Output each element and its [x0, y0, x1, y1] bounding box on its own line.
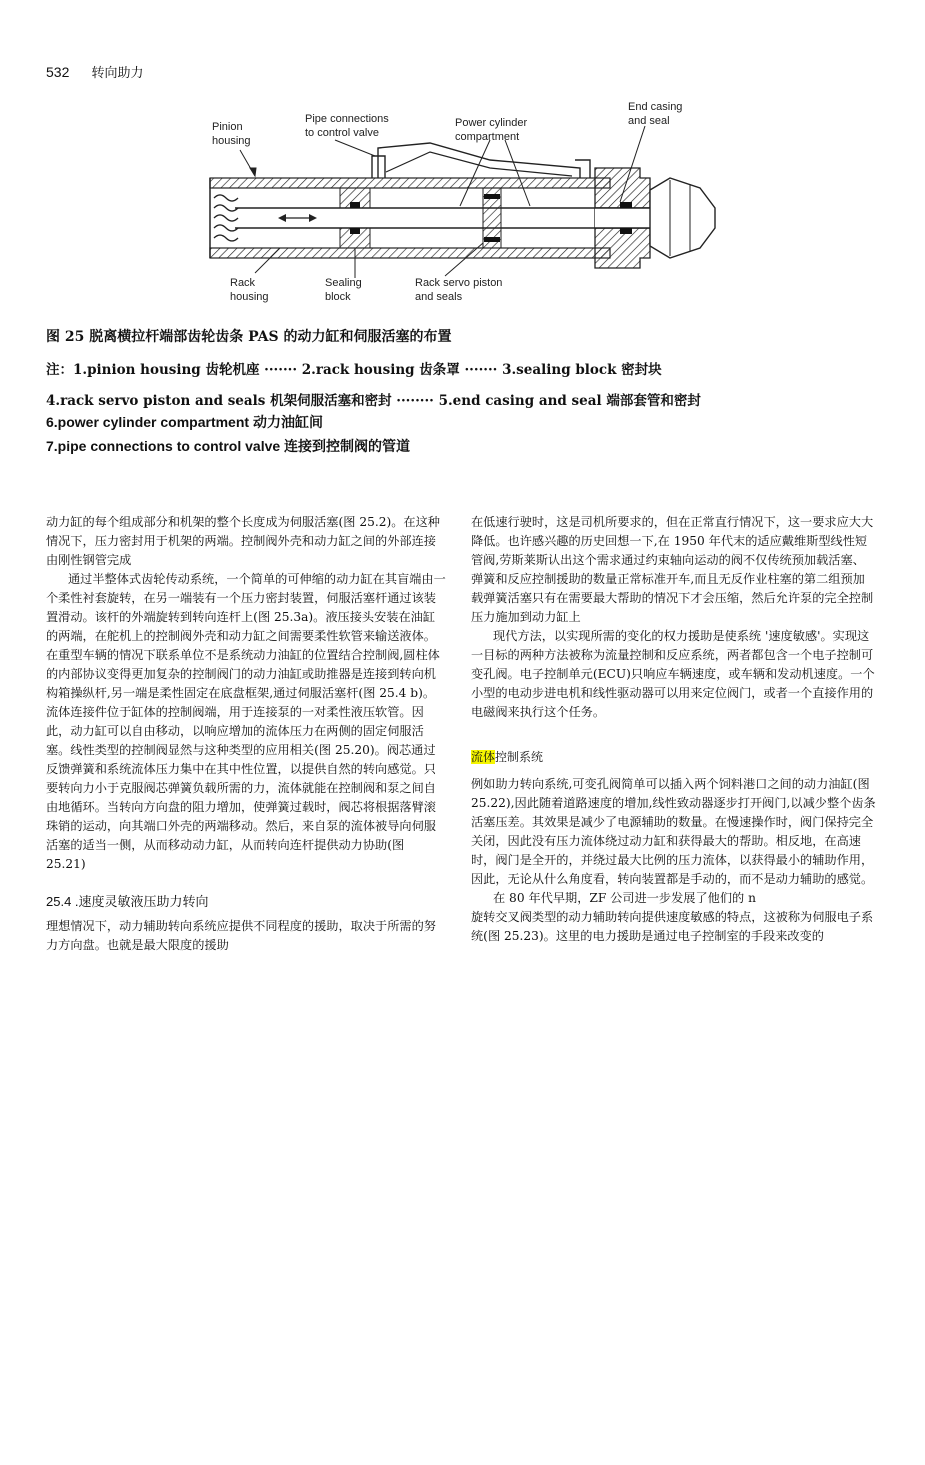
- label-pinion-housing-1: Pinion: [212, 121, 243, 133]
- label-rack-servo-2: and seals: [415, 291, 463, 303]
- label-rack-housing-1: Rack: [230, 277, 256, 289]
- figure-caption: 图 25 脱离横拉杆端部齿轮齿条 PAS 的动力缸和伺服活塞的布置: [46, 329, 452, 345]
- label-rack-servo-1: Rack servo piston: [415, 277, 503, 289]
- figure-note-line-4: 7.pipe connections to control valve 连接到控制阀的管道: [46, 438, 411, 454]
- left-paragraph-2: 通过半整体式齿轮传动系统，一个简单的可伸缩的动力缸在其盲端由一个柔性衬套旋转，在另一端装有一个压力密封装置，伺服活塞杆通过该装置滑动。该杆的外端旋转到转向连杆上(图 25.3a)。液压接头安装在油缸的两端，在舵机上的控制阀外壳和动力缸之间需要柔性软管来输送液体。: [46, 572, 446, 643]
- running-header: [46, 62, 144, 81]
- label-power-cylinder-1: Power cylinder: [455, 117, 528, 129]
- subheading-rest: 控制系统: [495, 750, 544, 764]
- label-pipe-connections-1: Pipe connections: [305, 113, 389, 125]
- label-rack-housing-2: housing: [230, 291, 269, 303]
- figure-note-line-3: 6.power cylinder compartment 动力油缸间: [46, 414, 323, 430]
- left-paragraph-3: 在重型车辆的情况下联系单位不是系统动力油缸的位置结合控制阀,圆柱体的内部协议变得更加复杂的控制阀门的动力油缸或助推器是连接到转向机构箱操纵杆,另一端是柔性固定在底盘框架,通过伺服活塞杆(图 25.4 b)。流体连接件位于缸体的控制阀端，用于连接泵的一对柔性液压软管。因此，动力缸可以自由移动，以响应增加的流体压力在两侧的固定伺服活塞。线性类型的控制阀显然与这种类型的应用相关(图 25.20)。阀芯通过反馈弹簧和系统流体压力集中在其中性位置，以提供自然的转向感觉。只要转向力小于克服阀芯弹簧负载所需的力，流体就能在控制阀和泵之间自由地循环。当转向方向盘的阻力增加，使弹簧过载时，阀芯将根据落臂滚珠销的运动，向其端口外壳的两端移动。然后，来自泵的流体被导向伺服活塞的适当一侧，从而移动动力缸，从而转向连杆提供动力协助(图 25.21): [46, 648, 440, 871]
- left-paragraph-1: 动力缸的每个组成部分和机架的整个长度成为伺服活塞(图 25.2)。在这种情况下，压力密封用于机架的两端。控制阀外壳和动力缸之间的外部连接由刚性钢管完成: [46, 515, 440, 567]
- left-column: [46, 513, 446, 955]
- figure-note-line-1: 注：1.pinion housing 齿轮机座 ······· 2.rack housing 齿条罩 ······· 3.sealing block 密封块: [46, 362, 662, 378]
- right-paragraph-5: 旋转交叉阀类型的动力辅助转向提供速度敏感的特点，这被称为伺服电子系统(图 25.23)。这里的电力援助是通过电子控制室的手段来改变的: [471, 910, 874, 943]
- figure-note-line-2: 4.rack servo piston and seals 机架伺服活塞和密封 ········ 5.end casing and seal 端部套管和密封: [46, 393, 701, 409]
- label-power-cylinder-2: compartment: [455, 131, 520, 143]
- label-pinion-housing-2: housing: [212, 135, 251, 147]
- right-column: [471, 513, 876, 946]
- label-sealing-block-2: block: [325, 291, 351, 303]
- running-title: 转向助力: [91, 66, 144, 81]
- right-paragraph-3: 例如助力转向系统,可变孔阀简单可以插入两个饲料港口之间的动力油缸(图 25.22),因此随着道路速度的增加,线性致动器逐步打开阀门,以减少整个齿条活塞压差。其效果是减少了电源辅助的数量。在慢速操作时，阀门保持完全关闭，因此没有压力流体绕过动力缸和获得最大的帮助。相反地，在高速时，阀门是全开的，并绕过最大比例的压力流体，以获得最小的辅助作用，因此，无论从什么角度看，转向装置都是手动的，而不是动力辅助的感觉。: [471, 777, 876, 886]
- label-pipe-connections-2: to control valve: [305, 127, 379, 139]
- right-paragraph-1: 在低速行驶时，这是司机所要求的，但在正常直行情况下，这一要求应大大降低。也许感兴趣的历史回想一下,在 1950 年代末的适应戴维斯型线性短管阀,劳斯莱斯认出这个需求通过约束轴向运动的阀不仅传统预加载活塞、弹簧和反应控制援助的数量正常标准开车,而且无反作业柱塞的第二组预加载弹簧活塞只有在需要最大帮助的情况下才会压缩，然后允许泵的完全控制压力施加到动力缸上: [471, 515, 874, 624]
- section-heading: 25.4 .速度灵敏液压助力转向: [46, 894, 209, 909]
- right-paragraph-2: 现代方法，以实现所需的变化的权力援助是使系统 '速度敏感'。实现这一目标的两种方法被称为流量控制和反应系统，两者都包含一个电子控制可变孔阀。电子控制单元(ECU)只响应车辆速度，或车辆和发动机速度。一个小型的电动步进电机和线性驱动器可以用来定位阀门，或者一个直接作用的电磁阀来执行这个任务。: [471, 629, 875, 719]
- right-paragraph-4: 在 80 年代早期，ZF 公司进一步发展了他们的 n: [493, 891, 756, 905]
- label-sealing-block-1: Sealing: [325, 277, 362, 289]
- subheading-highlight: 流体: [471, 750, 496, 764]
- label-end-casing-2: and seal: [628, 115, 670, 127]
- power-cylinder-diagram: [200, 98, 720, 313]
- label-end-casing-1: End casing: [628, 101, 683, 113]
- fluid-control-subheading: [471, 748, 876, 767]
- left-paragraph-4: 理想情况下，动力辅助转向系统应提供不同程度的援助，取决于所需的努力方向盘。也就是最大限度的援助: [46, 919, 436, 952]
- page-number: 532: [46, 64, 70, 80]
